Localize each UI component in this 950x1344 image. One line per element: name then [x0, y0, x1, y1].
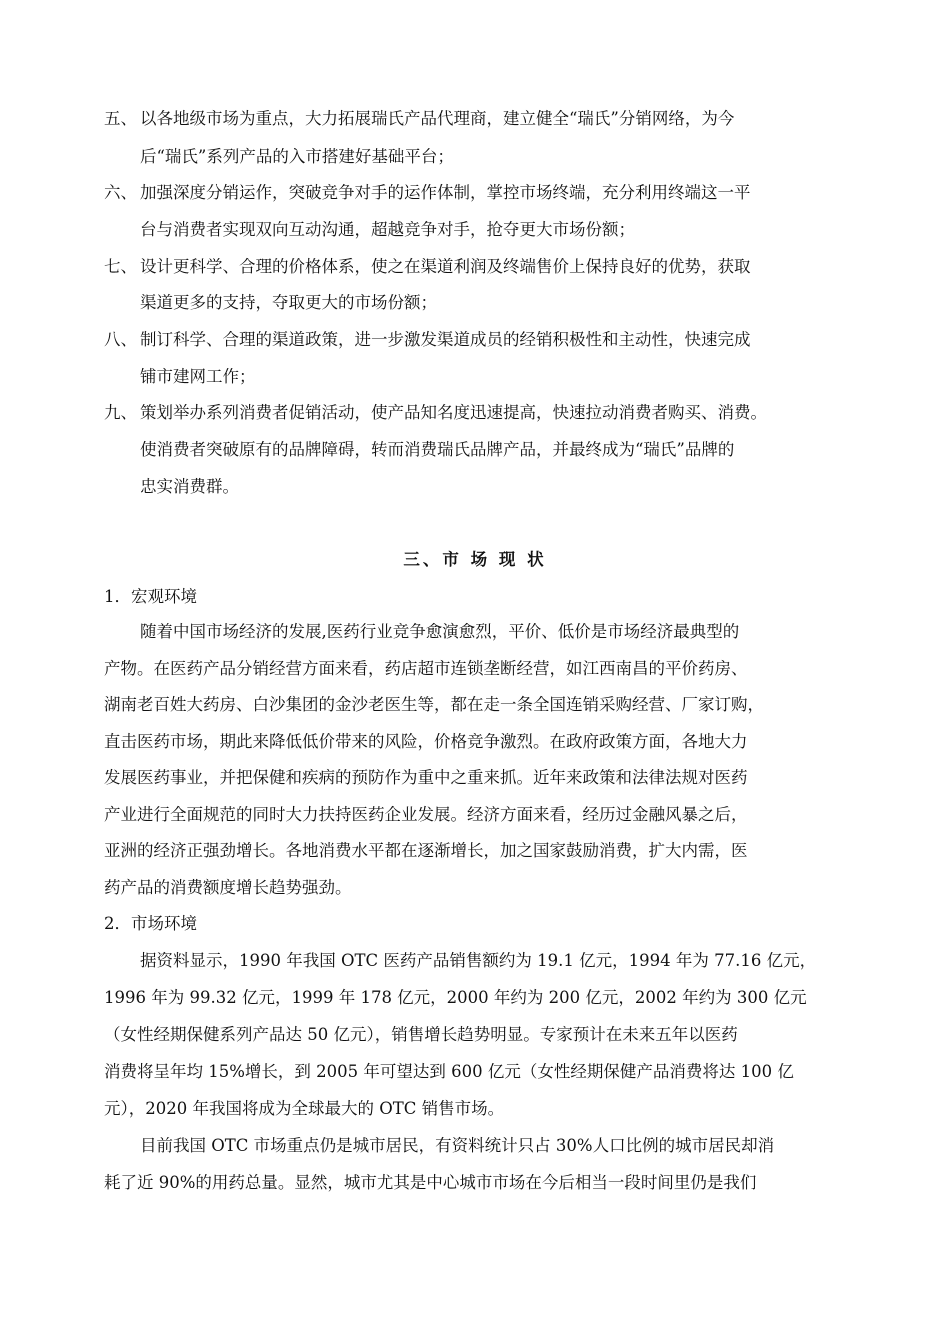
list-item-8-line-1: 制订科学、合理的渠道政策，进一步激发渠道成员的经销积极性和主动性，快速完成 — [140, 330, 751, 349]
market-para1-line-4: 消费将呈年均 15%增长，到 2005 年可望达到 600 亿元（女性经期保健产品消费将达 100 亿 — [104, 1062, 794, 1081]
macro-para-line-2: 产物。在医药产品分销经营方面来看，药店超市连锁垄断经营，如江西南昌的平价药房、 — [104, 659, 748, 678]
market-para2-line-2: 耗了近 90%的用药总量。显然，城市尤其是中心城市市场在今后相当一段时间里仍是我们 — [104, 1173, 757, 1192]
list-marker-5: 五、 — [104, 109, 137, 128]
list-item-9-line-3: 忠实消费群。 — [140, 477, 239, 496]
market-para1-line-3: （女性经期保健系列产品达 50 亿元），销售增长趋势明显。专家预计在未来五年以医药 — [104, 1025, 738, 1044]
macro-para-line-4: 直击医药市场，期此来降低低价带来的风险，价格竞争激烈。在政府政策方面，各地大力 — [104, 732, 748, 751]
subsection-1-title: 1．宏观环境 — [104, 587, 197, 606]
macro-para-line-1: 随着中国市场经济的发展,医药行业竞争愈演愈烈，平价、低价是市场经济最典型的 — [140, 622, 740, 641]
macro-para-line-6: 产业进行全面规范的同时大力扶持医药企业发展。经济方面来看，经历过金融风暴之后， — [104, 805, 748, 824]
list-marker-6: 六、 — [104, 183, 137, 202]
market-para1-line-5: 元），2020 年我国将成为全球最大的 OTC 销售市场。 — [104, 1099, 505, 1118]
list-item-9-line-1: 策划举办系列消费者促销活动，使产品知名度迅速提高，快速拉动消费者购买、消费。 — [140, 403, 767, 422]
section-title: 三、市 场 现 状 — [403, 550, 547, 569]
list-marker-8: 八、 — [104, 330, 137, 349]
list-item-5-line-2: 后“瑞氏”系列产品的入市搭建好基础平台； — [140, 147, 454, 166]
macro-para-line-5: 发展医药事业，并把保健和疾病的预防作为重中之重来抓。近年来政策和法律法规对医药 — [104, 768, 748, 787]
market-para1-line-1: 据资料显示，1990 年我国 OTC 医药产品销售额约为 19.1 亿元，1994 年为 77.16 亿元， — [140, 951, 817, 970]
macro-para-line-7: 亚洲的经济正强劲增长。各地消费水平都在逐渐增长，加之国家鼓励消费，扩大内需，医 — [104, 841, 748, 860]
list-marker-9: 九、 — [104, 403, 137, 422]
macro-para-line-8: 药产品的消费额度增长趋势强劲。 — [104, 878, 352, 897]
list-item-9-line-2: 使消费者突破原有的品牌障碍，转而消费瑞氏品牌产品，并最终成为“瑞氏”品牌的 — [140, 440, 735, 459]
list-item-7-line-1: 设计更科学、合理的价格体系，使之在渠道利润及终端售价上保持良好的优势，获取 — [140, 257, 751, 276]
list-item-6-line-2: 台与消费者实现双向互动沟通，超越竞争对手，抢夺更大市场份额； — [140, 220, 635, 239]
list-item-6-line-1: 加强深度分销运作，突破竞争对手的运作体制，掌控市场终端，充分利用终端这一平 — [140, 183, 751, 202]
list-item-8-line-2: 铺市建网工作； — [140, 367, 256, 386]
market-para1-line-2: 1996 年为 99.32 亿元，1999 年 178 亿元，2000 年约为 200 亿元，2002 年约为 300 亿元 — [104, 988, 807, 1007]
subsection-2-title: 2．市场环境 — [104, 914, 197, 933]
market-para2-line-1: 目前我国 OTC 市场重点仍是城市居民，有资料统计只占 30%人口比例的城市居民却消 — [140, 1136, 775, 1155]
list-item-5-line-1: 以各地级市场为重点，大力拓展瑞氏产品代理商，建立健全“瑞氏”分销网络，为今 — [140, 109, 735, 128]
list-item-7-line-2: 渠道更多的支持，夺取更大的市场份额； — [140, 293, 437, 312]
list-marker-7: 七、 — [104, 257, 137, 276]
macro-para-line-3: 湖南老百姓大药房、白沙集团的金沙老医生等，都在走一条全国连销采购经营、厂家订购， — [104, 695, 764, 714]
